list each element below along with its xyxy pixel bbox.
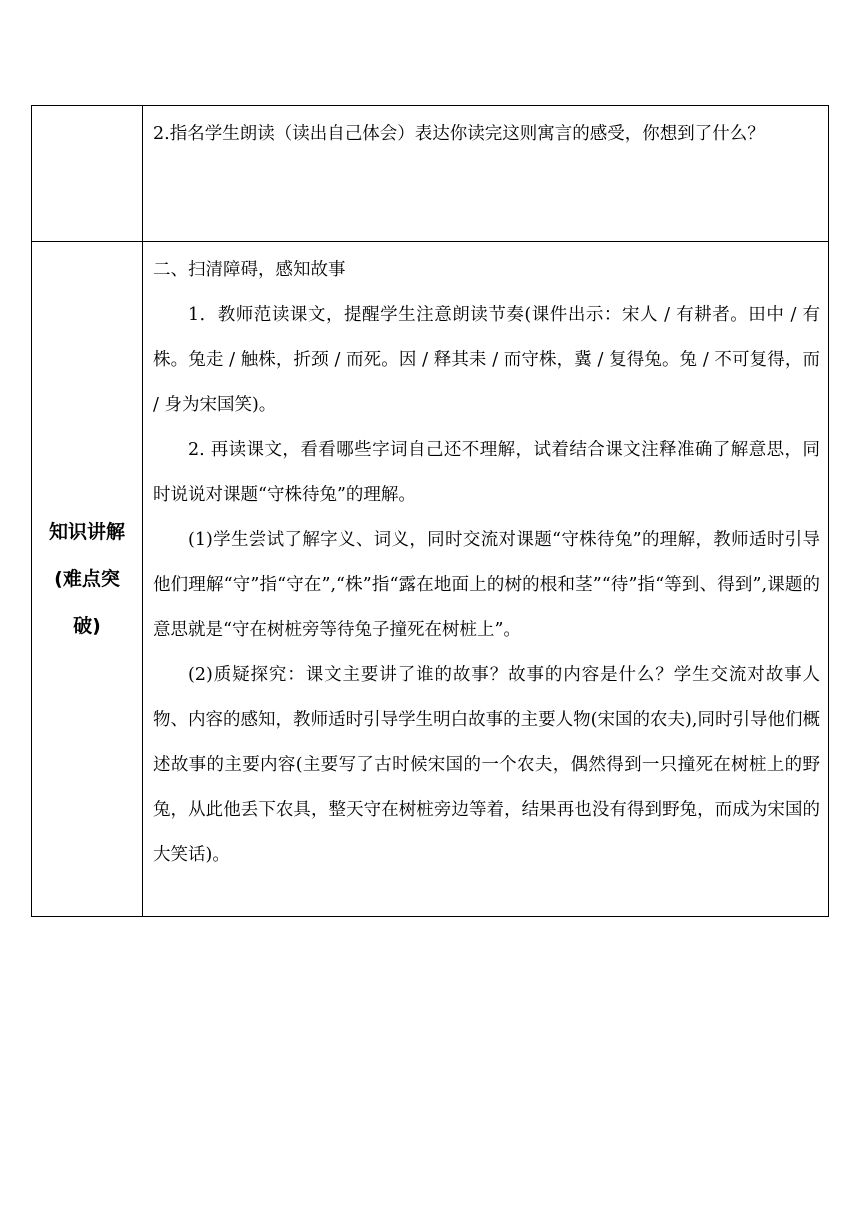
content-paragraph: (1)学生尝试了解字义、词义，同时交流对课题“守株待兔”的理解，教师适时引导他们理解“守”指“守在”,“株”指“露在地面上的树的根和茎”“待”指“等到、得到”,课题的意思就是“守在树桩旁等待兔子撞死在树桩上”。 bbox=[153, 530, 820, 640]
section-label-line: 破) bbox=[73, 614, 101, 637]
section-heading: 二、扫清障碍，感知故事 bbox=[153, 260, 346, 280]
row-content-cell bbox=[143, 106, 829, 242]
row-label-cell bbox=[32, 106, 143, 242]
section-label-line: (难点突 bbox=[54, 567, 120, 590]
table-row bbox=[32, 242, 829, 917]
content-paragraph: 1．教师范读课文，提醒学生注意朗读节奏(课件出示：宋人 / 有耕者。田中 / 有株。兔走 / 触株，折颈 / 而死。因 / 释其耒 / 而守株，冀 / 复得兔。兔 / 不可复得，而 / 身为宋国笑)。 bbox=[153, 305, 820, 415]
section-label-line: 知识讲解 bbox=[48, 520, 125, 543]
row-content bbox=[143, 242, 828, 878]
content-paragraph: (2)质疑探究：课文主要讲了谁的故事？故事的内容是什么？学生交流对故事人物、内容的感知，教师适时引导学生明白故事的主要人物(宋国的农夫),同时引导他们概述故事的主要内容(主要写了古时候宋国的一个农夫，偶然得到一只撞死在树桩上的野兔，从此他丢下农具，整天守在树桩旁边等着，结果再也没有得到野兔，而成为宋国的大笑话)。 bbox=[153, 665, 820, 865]
row-label-cell bbox=[32, 242, 143, 917]
row-content bbox=[143, 106, 828, 157]
content-paragraph: 2.指名学生朗读（读出自己体会）表达你读完这则寓言的感受，你想到了什么？ bbox=[153, 124, 765, 144]
lesson-plan-table bbox=[31, 105, 829, 917]
content-paragraph: 2. 再读课文，看看哪些字词自己还不理解，试着结合课文注释准确了解意思，同时说说对课题“守株待兔”的理解。 bbox=[153, 440, 820, 505]
table-row bbox=[32, 106, 829, 242]
row-content-cell bbox=[143, 242, 829, 917]
